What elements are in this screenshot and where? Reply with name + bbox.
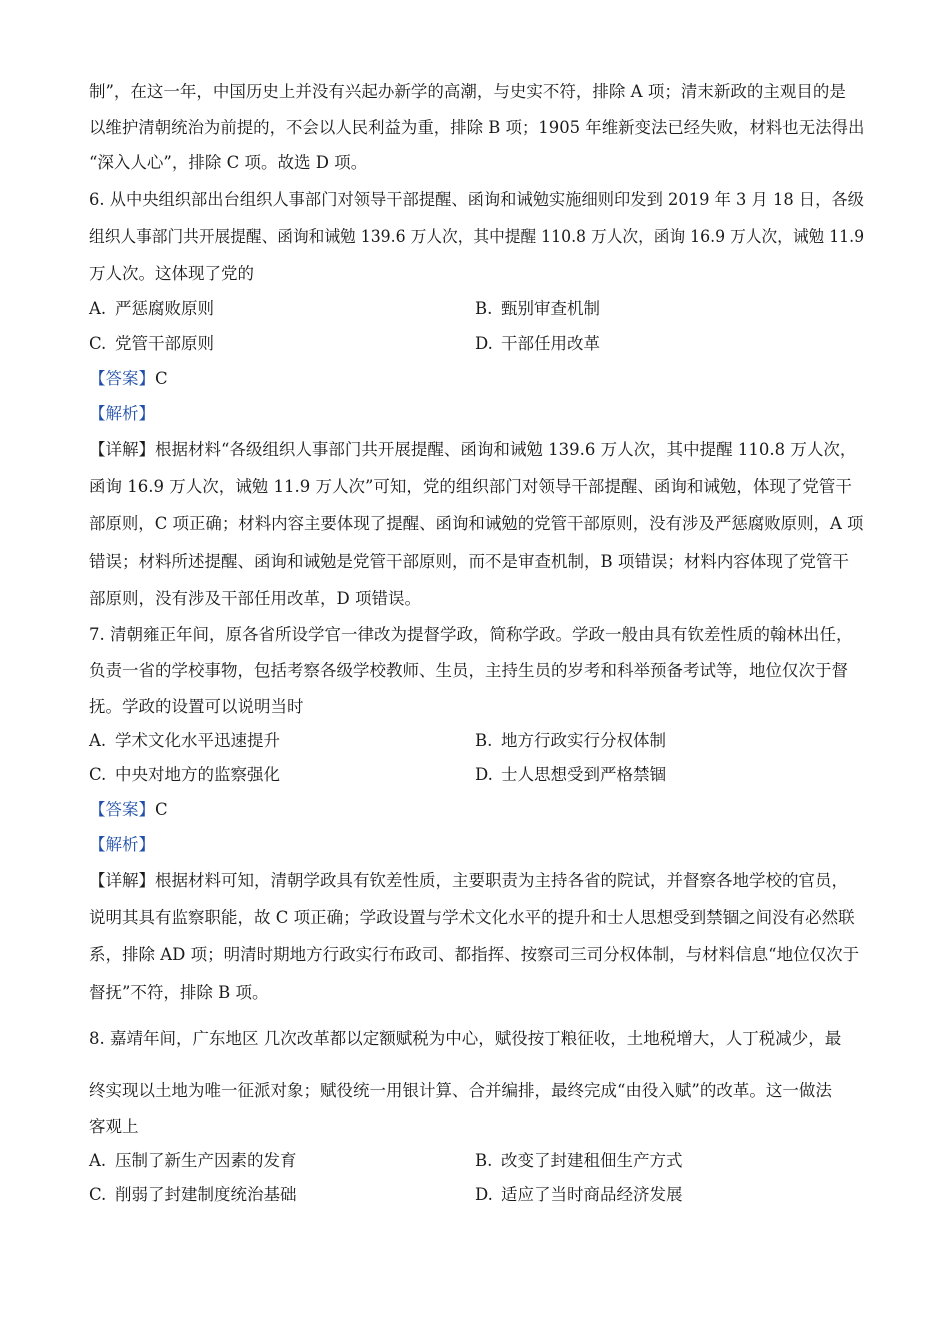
q6-option-b <box>475 299 600 319</box>
option-letter: D. <box>475 334 493 353</box>
answer-tag: 【答案】 <box>89 369 155 388</box>
q8-stem-line-2: 终实现以土地为唯一征派对象；赋役统一用银计算、合并编排，最终完成“由役入赋”的改革。这一做法 <box>89 1081 832 1100</box>
analysis-tag: 【解析】 <box>89 835 155 854</box>
q8-option-a <box>89 1151 297 1171</box>
prev-explanation-line-2: 以维护清朝统治为前提的，不会以人民利益为重，排除 B 项；1905 年维新变法已经失败，材料也无法得出 <box>89 118 865 137</box>
option-letter: C. <box>89 334 107 353</box>
option-letter: C. <box>89 1185 107 1204</box>
option-text: 适应了当时商品经济发展 <box>501 1185 683 1204</box>
q6-stem-line-1: 6. 从中央组织部出台组织人事部门对领导干部提醒、函询和诫勉实施细则印发到 2019 年 3 月 18 日，各级 <box>89 190 864 209</box>
q8-stem-line-3: 客观上 <box>89 1117 139 1136</box>
q6-detail-line-5: 部原则，没有涉及干部任用改革，D 项错误。 <box>89 589 421 608</box>
detail-tag: 【详解】 <box>89 440 155 459</box>
option-letter: A. <box>89 299 107 318</box>
option-text: 学术文化水平迅速提升 <box>115 731 280 750</box>
q6-detail-line-2: 函询 16.9 万人次，诫勉 11.9 万人次”可知，党的组织部门对领导干部提醒、函询和诫勉，体现了党管干 <box>89 477 852 496</box>
q6-analysis <box>89 404 155 424</box>
q8-option-d <box>475 1185 683 1205</box>
option-letter: A. <box>89 731 107 750</box>
option-letter: B. <box>475 299 493 318</box>
q7-detail-line-1 <box>89 871 848 891</box>
detail-tag: 【详解】 <box>89 871 155 890</box>
answer-value: C <box>155 800 168 819</box>
q7-detail-line-3: 系，排除 AD 项；明清时期地方行政实行布政司、都指挥、按察司三司分权体制，与材料信息“地位仅次于 <box>89 945 860 964</box>
q7-option-b <box>475 731 666 751</box>
q6-detail-line-4: 错误；材料所述提醒、函询和诫勉是党管干部原则，而不是审查机制，B 项错误；材料内容体现了党管干 <box>89 552 849 571</box>
detail-text: 根据材料可知，清朝学政具有钦差性质，主要职责为主持各省的院试，并督察各地学校的官员， <box>155 871 848 890</box>
q6-stem-line-2: 组织人事部门共开展提醒、函询和诫勉 139.6 万人次，其中提醒 110.8 万人次，函询 16.9 万人次，诫勉 11.9 <box>89 227 865 246</box>
q7-detail-line-4: 督抚”不符，排除 B 项。 <box>89 983 269 1002</box>
q7-analysis <box>89 835 155 855</box>
option-text: 甄别审查机制 <box>501 299 600 318</box>
q7-stem-line-2: 负责一省的学校事物，包括考察各级学校教师、生员，主持生员的岁考和科举预备考试等，地位仅次于督 <box>89 661 848 680</box>
q7-stem-line-3: 抚。学政的设置可以说明当时 <box>89 697 304 716</box>
option-text: 压制了新生产因素的发育 <box>115 1151 297 1170</box>
q7-answer <box>89 800 168 820</box>
option-text: 党管干部原则 <box>115 334 214 353</box>
q7-option-d <box>475 765 666 785</box>
option-letter: B. <box>475 731 493 750</box>
q6-answer <box>89 369 168 389</box>
q6-stem-line-3: 万人次。这体现了党的 <box>89 264 254 283</box>
q6-detail-line-1 <box>89 440 856 460</box>
answer-value: C <box>155 369 168 388</box>
q8-option-c <box>89 1185 297 1205</box>
option-letter: C. <box>89 765 107 784</box>
option-text: 改变了封建租佃生产方式 <box>501 1151 683 1170</box>
option-text: 士人思想受到严格禁锢 <box>501 765 666 784</box>
analysis-tag: 【解析】 <box>89 404 155 423</box>
detail-text: 根据材料“各级组织人事部门共开展提醒、函询和诫勉 139.6 万人次，其中提醒 110.8 万人次， <box>155 440 857 459</box>
option-text: 中央对地方的监察强化 <box>115 765 280 784</box>
answer-tag: 【答案】 <box>89 800 155 819</box>
option-letter: D. <box>475 765 493 784</box>
q6-option-d <box>475 334 600 354</box>
q6-detail-line-3: 部原则，C 项正确；材料内容主要体现了提醒、函询和诫勉的党管干部原则，没有涉及严惩腐败原则，A 项 <box>89 514 864 533</box>
q7-option-a <box>89 731 280 751</box>
q6-option-a <box>89 299 214 319</box>
q7-detail-line-2: 说明其具有监察职能，故 C 项正确；学政设置与学术文化水平的提升和士人思想受到禁锢之间没有必然联 <box>89 908 855 927</box>
option-letter: D. <box>475 1185 493 1204</box>
q7-stem-line-1: 7. 清朝雍正年间，原各省所设学官一律改为提督学政，简称学政。学政一般由具有钦差性质的翰林出任， <box>89 625 853 644</box>
option-letter: A. <box>89 1151 107 1170</box>
q6-option-c <box>89 334 214 354</box>
option-text: 削弱了封建制度统治基础 <box>115 1185 297 1204</box>
prev-explanation-line-1: 制”，在这一年，中国历史上并没有兴起办新学的高潮，与史实不符，排除 A 项；清末新政的主观目的是 <box>89 82 846 101</box>
option-letter: B. <box>475 1151 493 1170</box>
option-text: 干部任用改革 <box>501 334 600 353</box>
prev-explanation-line-3: “深入人心”，排除 C 项。故选 D 项。 <box>89 153 368 172</box>
option-text: 地方行政实行分权体制 <box>501 731 666 750</box>
q8-stem-line-1: 8. 嘉靖年间，广东地区 几次改革都以定额赋税为中心，赋役按丁粮征收，土地税增大，人丁税减少，最 <box>89 1029 842 1048</box>
option-text: 严惩腐败原则 <box>115 299 214 318</box>
q7-option-c <box>89 765 280 785</box>
q8-option-b <box>475 1151 683 1171</box>
